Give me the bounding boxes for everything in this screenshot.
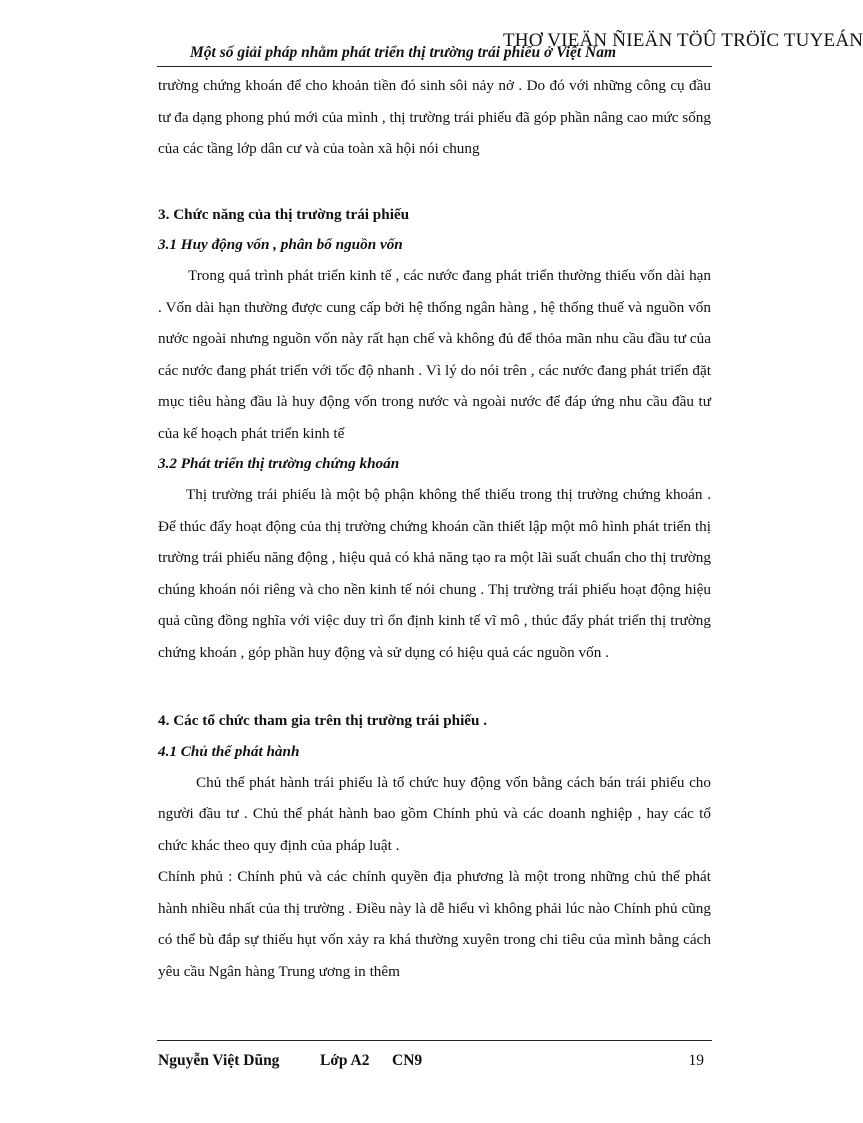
section-3-heading: 3. Chức năng của thị trường trái phiếu <box>158 205 410 223</box>
footer-class: Lớp A2 <box>320 1052 370 1069</box>
section-3-1-paragraph: Trong quá trình phát triển kinh tế , các nước đang phát triển thường thiếu vốn dài hạn . Vốn dài hạn thường được cung cấp bởi hệ thống ngân hàng , hệ thống thuế và nguồn vốn nước ngoài nhưng nguồn vốn này rất hạn chế và không đủ để thỏa mãn nhu cầu đầu tư của các nước đang phát triển với tốc độ nhanh . Vì lý do nói trên , các nước đang phát triển đặt mục tiêu hàng đầu là huy động vốn trong nước và ngoài nước để đáp ứng nhu cầu đầu tư của kế hoạch phát triển kinh tế <box>158 267 711 442</box>
running-header: Một số giải pháp nhằm phát triển thị trường trái phiếu ở Việt Nam <box>190 44 617 61</box>
page-number: 19 <box>688 1052 704 1069</box>
spacer <box>158 165 711 199</box>
footer-author: Nguyễn Việt Dũng <box>158 1052 280 1069</box>
section-3-1-heading: 3.1 Huy động vốn , phân bổ nguồn vốn <box>158 236 403 253</box>
spacer <box>158 668 711 705</box>
header-rule <box>157 66 712 67</box>
section-4-1-paragraph: Chủ thể phát hành trái phiếu là tổ chức huy động vốn bằng cách bán trái phiếu cho người đầu tư . Chủ thể phát hành bao gồm Chính phủ và các doanh nghiệp , hay các tổ chức khác theo quy định của pháp luật . <box>158 773 711 854</box>
intro-paragraph: trường chứng khoán để cho khoản tiền đó sinh sôi nảy nở . Do đó với những công cụ đầu tư đa dạng phong phú mới của mình , thị trường trái phiếu đã góp phần nâng cao mức sống của các tầng lớp dân cư và của toàn xã hội nói chung <box>158 77 711 157</box>
footer-rule <box>157 1040 712 1041</box>
section-4-1-heading: 4.1 Chủ thể phát hành <box>158 742 300 760</box>
footer-code: CN9 <box>392 1052 423 1069</box>
section-3-2-heading: 3.2 Phát triển thị trường chứng khoán <box>158 455 400 472</box>
watermark-text: THƠ VIEÄN ÑIEÄN TÖÛ TRÖÏC TUYEÁN <box>503 30 863 51</box>
section-4-1-paragraph-2: Chính phủ : Chính phủ và các chính quyền địa phương là một trong những chủ thể phát hành nhiều nhất của thị trường . Điều này là dễ hiểu vì không phải lúc nào Chính phủ cũng có thể bù đắp sự thiếu hụt vốn xảy ra khá thường xuyên trong chi tiêu của mình bằng cách yêu cầu Ngân hàng Trung ương in thêm <box>158 868 711 980</box>
section-4-heading: 4. Các tổ chức tham gia trên thị trường trái phiếu . <box>158 712 488 729</box>
page-body <box>158 70 711 987</box>
section-3-2-paragraph: Thị trường trái phiếu là một bộ phận không thể thiếu trong thị trường chứng khoán . Để thúc đẩy hoạt động của thị trường chứng khoán cần thiết lập một mô hình phát triển thị trường trái phiếu năng động , hiệu quả có khả năng tạo ra một lãi suất chuẩn cho thị trường chúng khoán nói riêng và cho nền kinh tế nói chung . Thị trường trái phiếu hoạt động hiệu quả cũng đồng nghĩa với việc duy trì ổn định kinh tế vĩ mô , thúc đẩy phát triển thị trường chứng khoán , góp phần huy động và sử dụng có hiệu quả các nguồn vốn . <box>158 486 711 661</box>
